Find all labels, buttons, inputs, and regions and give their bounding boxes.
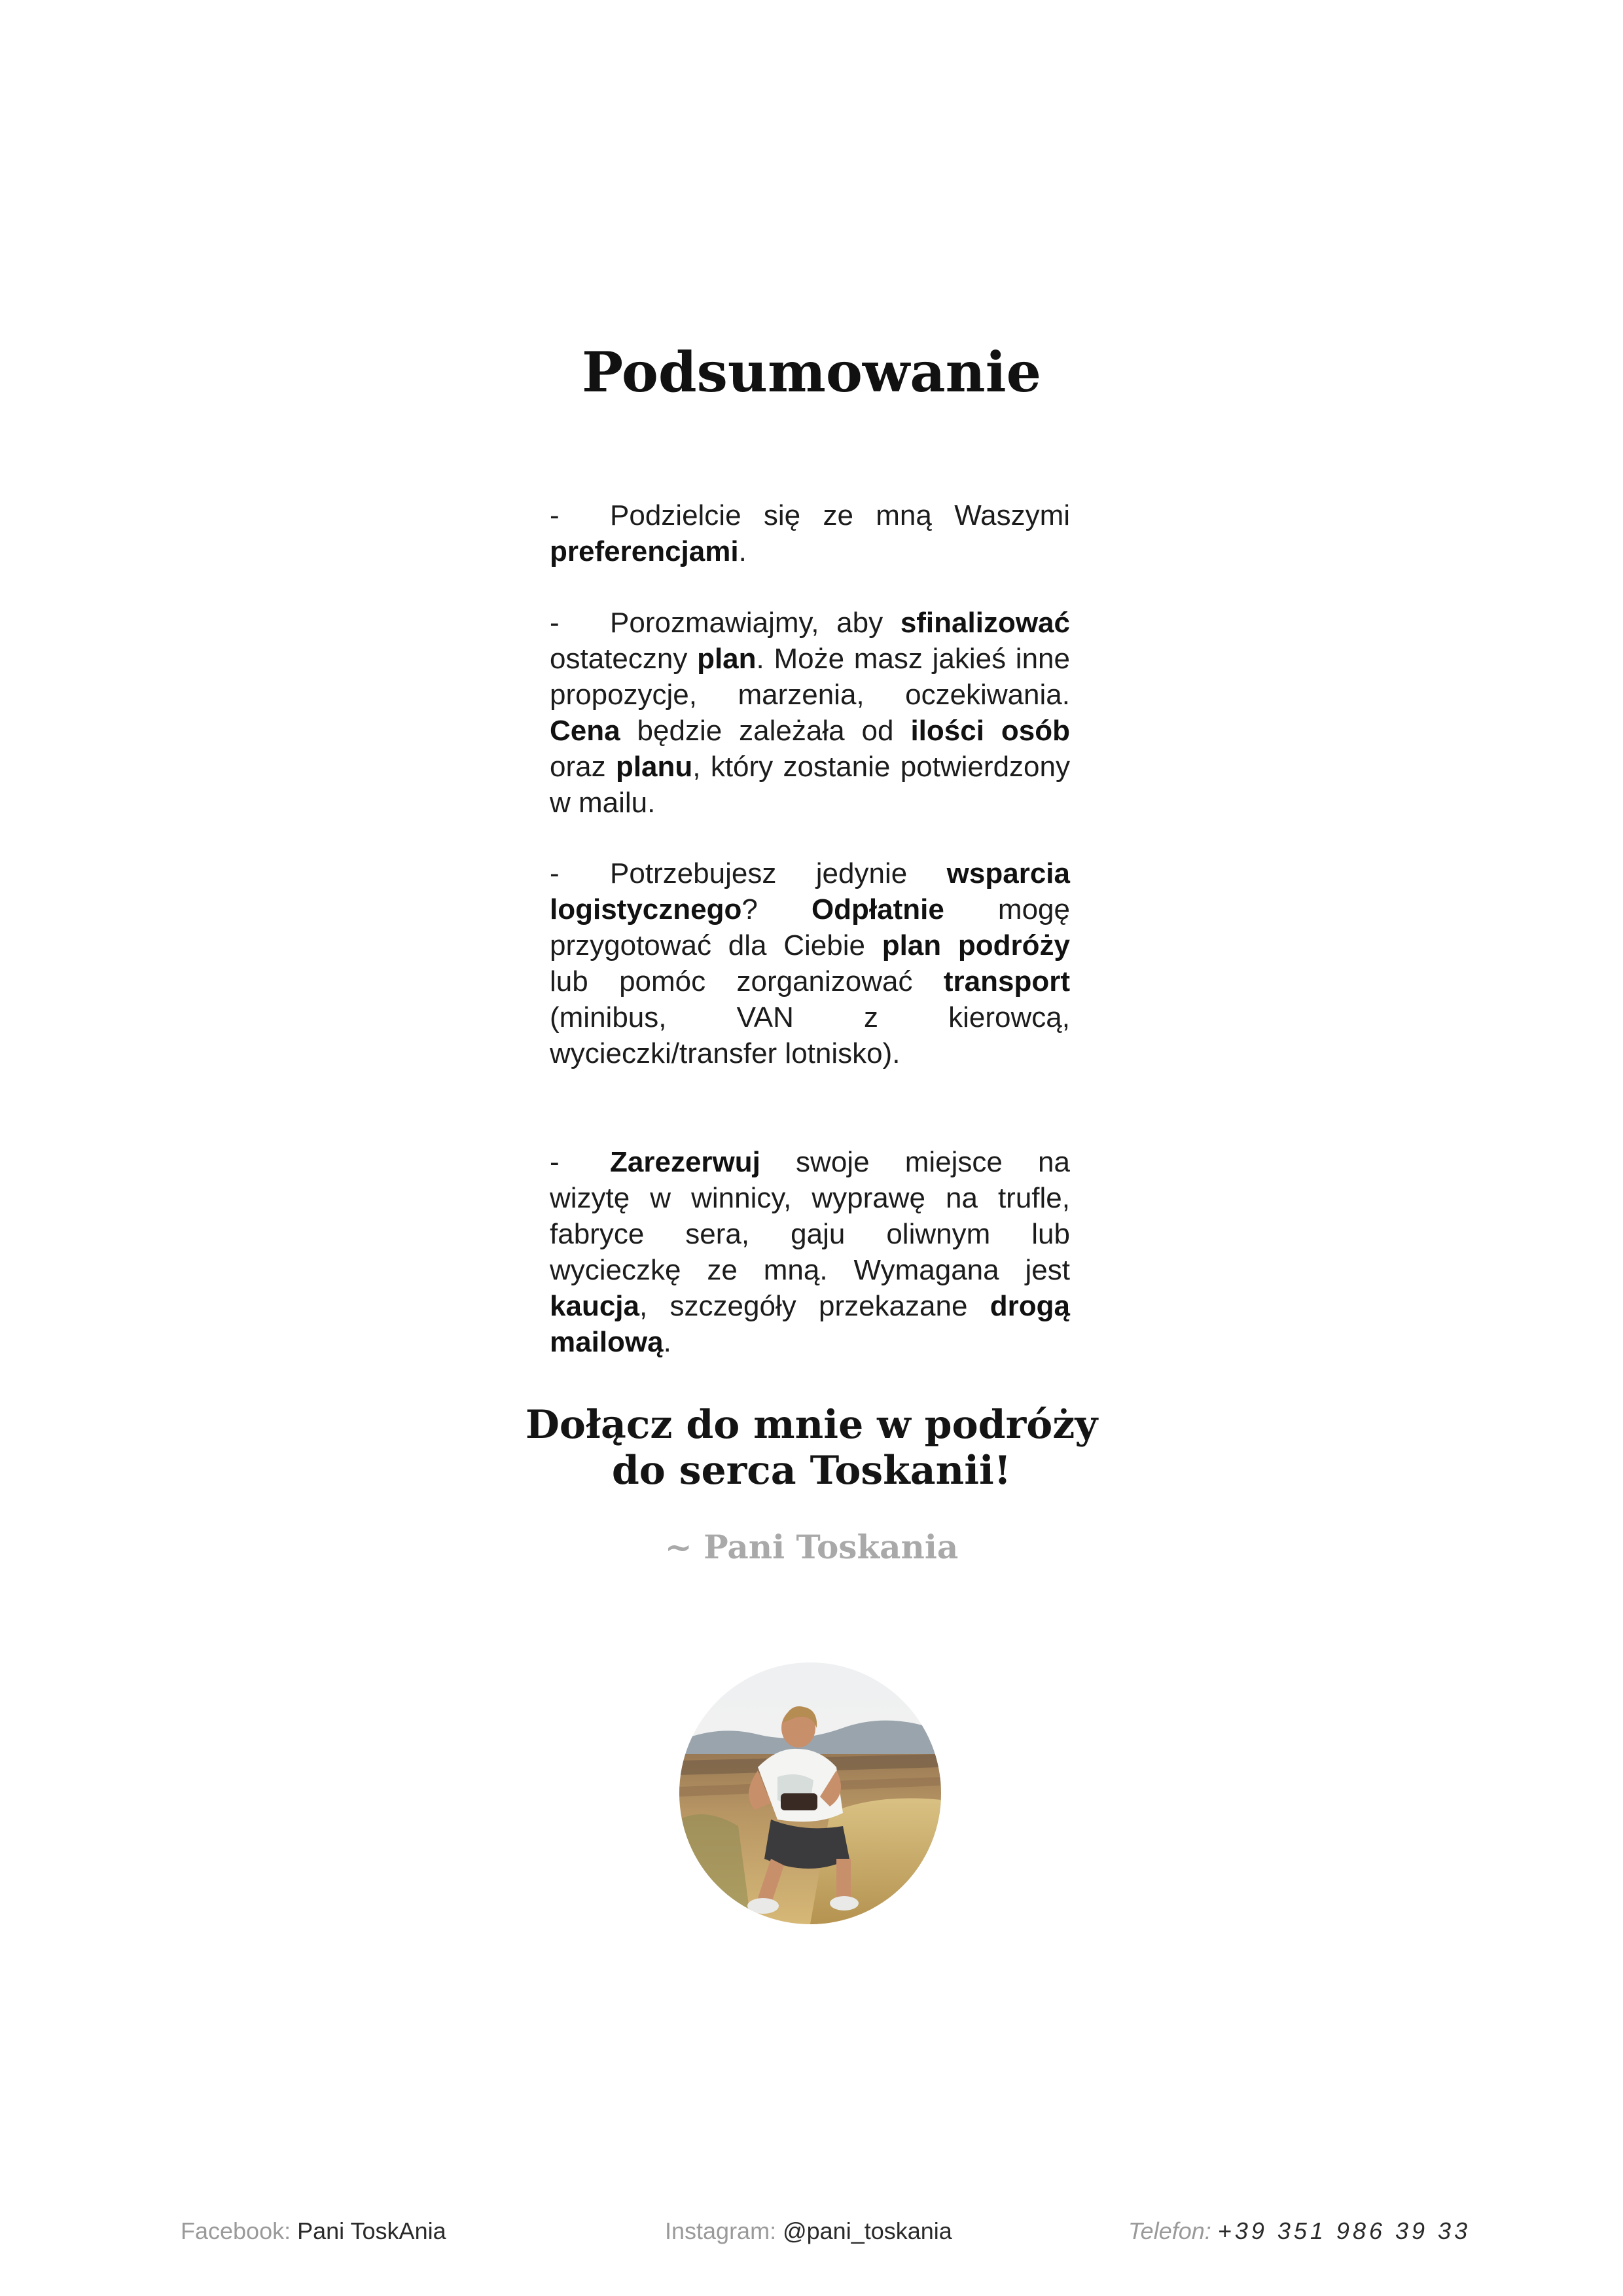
- closing-invitation: [0, 1402, 1623, 1494]
- list-dash: -: [550, 607, 560, 639]
- summary-item-logistics: - Potrzebujesz jedynie wsparcia logistycznego? Odpłatnie mogę przygotować dla Ciebie plan podróży lub pomóc zorganizować transport (minibus, VAN z kierowcą, wycieczki/transfer lotnisko).: [550, 855, 1070, 1071]
- footer-facebook[interactable]: Facebook: Pani ToskAnia: [181, 2217, 446, 2244]
- footer-instagram[interactable]: Instagram: @pani_toskania: [665, 2217, 952, 2244]
- invitation-line-1: Dołącz do mnie w podróży: [525, 1402, 1098, 1448]
- summary-item-preferences: - Podzielcie się ze mną Waszymi preferencjami.: [550, 497, 1070, 569]
- footer: [0, 2217, 1623, 2257]
- summary-item-reservation: - Zarezerwuj swoje miejsce na wizytę w winnicy, wyprawę na trufle, fabryce sera, gaju oliwnym lub wycieczkę ze mną. Wymagana jest kaucja, szczegóły przekazane drogą mailową.: [550, 1144, 1070, 1360]
- author-photo-illustration: [679, 1662, 941, 1924]
- summary-item-plan: - Porozmawiajmy, aby sfinalizować ostateczny plan. Może masz jakieś inne propozycje, marzenia, oczekiwania. Cena będzie zależała od ilości osób oraz planu, który zostanie potwierdzony w mailu.: [550, 605, 1070, 821]
- signature: ~ Pani Toskania: [664, 1528, 959, 1566]
- list-dash: -: [550, 857, 560, 889]
- footer-phone[interactable]: Telefon: +39 351 986 39 33: [1128, 2217, 1471, 2244]
- page-title: Podsumowanie: [581, 340, 1042, 404]
- author-photo: [679, 1662, 941, 1924]
- list-dash: -: [550, 1146, 560, 1178]
- invitation-line-2: do serca Toskanii!: [611, 1448, 1012, 1494]
- list-dash: -: [550, 499, 560, 531]
